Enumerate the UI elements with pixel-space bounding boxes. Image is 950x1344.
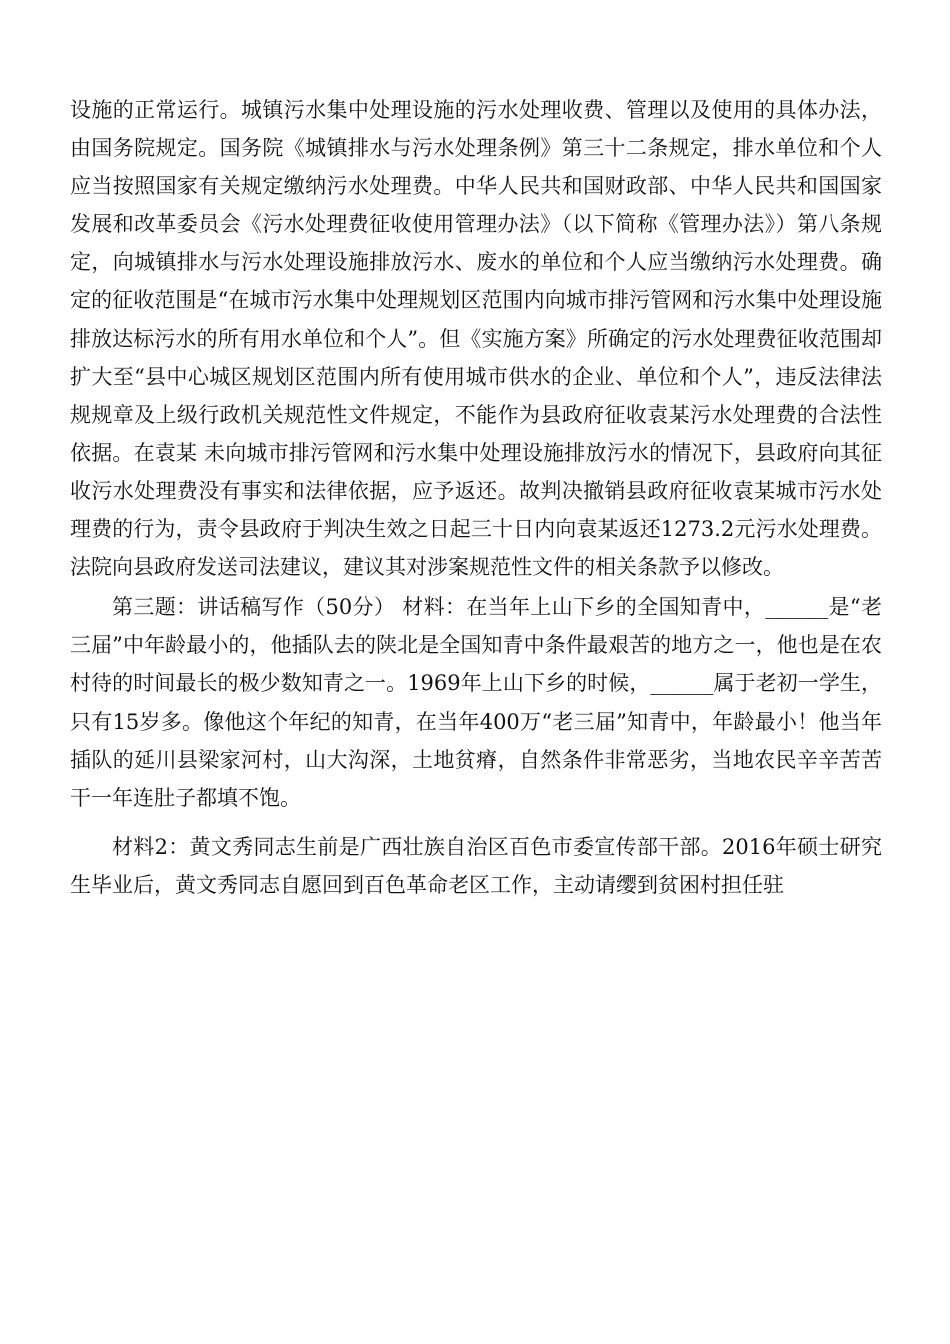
paragraph-material-two: 材料2：黄文秀同志生前是广西壮族自治区百色市委宣传部干部。2016年硕士研究生毕业后，黄文秀同志自愿回到百色革命老区工作，主动请缨到贫困村担任驻 (70, 834, 882, 897)
document-page (70, 91, 882, 904)
paragraph-question-three: 第三题：讲话稿写作（50分） 材料：在当年上山下乡的全国知青中，______是“老三届”中年龄最小的，他插队去的陕北是全国知青中条件最艰苦的地方之一，他也是在农村待的时间最长的极少数知青之一。1969年上山下乡的时候，______属于老初一学生，只有15岁多。像他这个年纪的知青，在当年400万“老三届”知青中，年龄最小！他当年插队的延川县梁家河村，山大沟深，土地贫瘠，自然条件非常恶劣，当地农民辛辛苦苦干一年连肚子都填不饱。 (70, 595, 882, 810)
paragraph-legal-case: 设施的正常运行。城镇污水集中处理设施的污水处理收费、管理以及使用的具体办法，由国务院规定。国务院《城镇排水与污水处理条例》第三十二条规定，排水单位和个人应当按照国家有关规定缴纳污水处理费。中华人民共和国财政部、中华人民共和国国家发展和改革委员会《污水处理费征收使用管理办法》（以下简称《管理办法》）第八条规定，向城镇排水与污水处理设施排放污水、废水的单位和个人应当缴纳污水处理费。确定的征收范围是“在城市污水集中处理规划区范围内向城市排污管网和污水集中处理设施排放达标污水的所有用水单位和个人”。但《实施方案》所确定的污水处理费征收范围却扩大至“县中心城区规划区范围内所有使用城市供水的企业、单位和个人”，违反法律法规规章及上级行政机关规范性文件规定，不能作为县政府征收袁某污水处理费的合法性依据。在袁某 未向城市排污管网和污水集中处理设施排放污水的情况下，县政府向其征收污水处理费没有事实和法律依据，应予返还。故判决撤销县政府征收袁某城市污水处理费的行为，责令县政府于判决生效之日起三十日内向袁某返还1273.2元污水处理费。法院向县政府发送司法建议，建议其对涉案规范性文件的相关条款予以修改。 (70, 98, 882, 580)
